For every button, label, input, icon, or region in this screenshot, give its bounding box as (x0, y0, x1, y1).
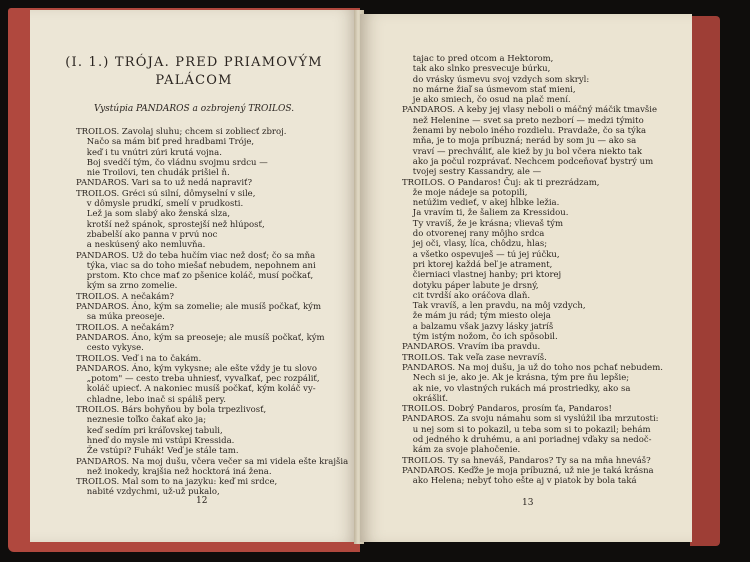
text-line: nie Troilovi, ten chudák prišiel ň. (76, 168, 230, 179)
text-line: ženami by nebolo iného rozdielu. Pravdaže, čo sa týka (402, 126, 647, 137)
text-line: koláč upiecť. A nakoniec musíš počkať, kým koláč vy- (76, 384, 316, 395)
text-line: PANDAROS. Vari sa to už nedá napraviť? (76, 178, 253, 189)
text-line: PANDAROS. Na moj dušu, včera večer sa mi videla ešte krajšia (76, 456, 349, 467)
page-number-right: 13 (522, 498, 534, 508)
text-line: PANDAROS. Áno, kým sa preoseje; ale musíš počkať, kým (76, 332, 325, 343)
text-line: TROILOS. Tak veľa zase nevravíš. (402, 352, 547, 363)
text-line: týka, viac sa do toho miešať nebudem, nepohnem ani (76, 260, 316, 271)
text-line: neznesie toľko čakať ako ja; (76, 415, 207, 426)
text-line: Že vstúpi? Fuhák! Veď je stále tam. (76, 446, 239, 457)
text-line: hneď do mysle mi vstúpi Kressida. (76, 435, 235, 446)
left-page-text (76, 127, 348, 498)
scene-heading (30, 54, 358, 90)
text-line: PANDAROS. Áno, kým vykysne; ale ešte vždy je tu slovo (76, 363, 317, 374)
text-line: PANDAROS. Áno, kým sa zomelie; ale musíš počkať, kým (76, 302, 322, 313)
text-line: ako Helena; nebyť toho ešte aj v piatok by bola taká (402, 476, 637, 487)
text-line: než inokedy, krajšia než hocktorá iná žena. (76, 466, 272, 477)
text-line: Nech si je, ako je. Ak je krásna, tým pre ňu lepšie; (402, 373, 630, 384)
text-line: cesto vykyse. (76, 343, 144, 354)
text-line: PANDAROS. Vravím iba pravdu. (402, 342, 541, 353)
text-line: mňa, je to moja príbuzná; nerád by som ju — ako sa (402, 136, 637, 147)
text-line: chladne, lebo inač si spáliš pery. (76, 394, 226, 405)
text-line: a všetko ospevuješ — tú jej rúčku, (402, 249, 560, 260)
text-line: že moje nádeje sa potopili, (402, 187, 528, 198)
text-line: nabité vzdychmi, už-už pukalo, (76, 487, 220, 498)
text-line: Ja vravím ti, že šaliem za Kressidou. (402, 208, 569, 219)
text-line: TROILOS. O Pandaros! Čuj: ak ti prezrádzam, (402, 177, 600, 188)
scene-heading-line-1: (I. 1.) TRÓJA. PRED PRIAMOVÝM (65, 55, 323, 70)
text-line: prstom. Kto chce mať zo pšenice koláč, musí počkať, (76, 271, 314, 282)
text-line: krotší než spánok, sprostejší než hlúposť, (76, 219, 265, 230)
text-line: keď sedím pri kráľovskej tabuli, (76, 425, 223, 436)
text-line: PANDAROS. A keby jej vlasy neboli o máčný máčik tmavšie (402, 105, 657, 116)
text-line: tak ako slnko presvecuje búrku, (402, 64, 551, 75)
text-line: Načo sa mám biť pred hradbami Tróje, (76, 137, 255, 148)
text-line: TROILOS. Bárs bohyňou by bola trpezlivosť, (76, 405, 267, 416)
text-line: Boj svedčí tým, čo vládnu svojmu srdcu — (76, 157, 268, 168)
text-line: pri ktorej každá beľ je atrament, (402, 259, 553, 270)
text-line: vraví — prechváliť, ale kiež by ju bol včera niekto tak (402, 146, 643, 157)
text-line: do otvorenej rany môjho srdca (402, 229, 545, 240)
text-line: od jedného k druhému, a ani poriadnej vďaky sa nedoč- (402, 434, 652, 445)
text-line: TROILOS. Dobrý Pandaros, prosím ťa, Pandaros! (402, 404, 612, 415)
stage-direction: Vystúpia PANDAROS a ozbrojený TROILOS. (93, 104, 295, 114)
text-line: TROILOS. A nečakám? (76, 291, 174, 302)
text-line: zbabelší ako panna v prvú noc (76, 229, 218, 240)
text-line: TROILOS. Zavolaj sluhu; chcem si zobliecť zbroj. (76, 127, 287, 137)
right-page-text (402, 54, 663, 486)
text-line: ak nie, vo vlastných rukách má prostriedky, ako sa (402, 383, 631, 394)
text-line: keď i tu vnútri zúri krutá vojna. (76, 147, 222, 158)
text-line: a balzamu však jazvy lásky jatríš (402, 321, 554, 332)
text-line: PANDAROS. Za svoju námahu som si vyslúžil iba mrzutosti: (402, 414, 659, 425)
text-line: a neskúsený ako nemluvňa. (76, 240, 206, 251)
text-line: TROILOS. Veď i na to čakám. (76, 353, 202, 364)
text-line: no márne žiaľ sa úsmevom stať mieni, (402, 84, 576, 95)
text-line: tvojej sestry Kassandry, ale — (402, 167, 542, 178)
text-line: Ty vravíš, že je krásna; vlievaš tým (402, 218, 564, 229)
text-line: kám za svoje plahočenie. (402, 445, 521, 456)
text-line: Lež ja som slabý ako ženská slza, (76, 209, 231, 220)
text-line: u nej som si to pokazil, u teba som si to pokazil; behám (402, 424, 651, 435)
text-line: „potom" — cesto treba uhniesť, vyvaľkať, pec rozpáliť, (76, 374, 320, 385)
text-line: je ako smiech, čo osud na plač mení. (402, 95, 571, 106)
left-page (30, 10, 358, 542)
text-line: ako ja počul rozprávať. Nechcem podceňovať bystrý um (402, 156, 654, 167)
text-line: TROILOS. Gréci sú silní, dômyselní v sile, (76, 188, 256, 199)
book-cover-right (690, 16, 720, 546)
text-line: jej oči, vlasy, líca, chôdzu, hlas; (402, 239, 548, 250)
text-line: netúžim vedieť, v akej hĺbke ležia. (402, 198, 560, 209)
text-line: tajac to pred otcom a Hektorom, (402, 54, 554, 64)
text-line: tým istým nožom, čo ich spôsobil. (402, 332, 558, 343)
text-line: čierniaci vlastnej hanby; pri ktorej (402, 270, 562, 281)
text-line: cit tvrdší ako oráčova dlaň. (402, 290, 531, 301)
text-line: TROILOS. Mal som to na jazyku: keď mi srdce, (76, 477, 278, 488)
text-line: PANDAROS. Keďže je moja príbuzná, už nie je taká krásna (402, 465, 654, 476)
text-line: dotyku páper labute je drsný, (402, 280, 539, 291)
text-line: v dômysle prudkí, smelí v prudkosti. (76, 199, 244, 210)
text-line: sa múka preoseje. (76, 312, 165, 323)
text-line: okrášliť. (402, 393, 449, 404)
text-line: do vrásky úsmevu svoj vzdych som skryl: (402, 74, 590, 85)
text-line: kým sa zrno zomelie. (76, 281, 178, 292)
text-line: TROILOS. Ty sa hneváš, Pandaros? Ty sa na mňa hneváš? (402, 455, 651, 466)
text-line: TROILOS. A nečakám? (76, 322, 174, 333)
scene-heading-line-2: PALÁCOM (155, 73, 233, 88)
text-line: že mám ju rád; tým miesto oleja (402, 311, 551, 322)
text-line: než Helenine — svet sa preto nezborí — medzi týmito (402, 115, 644, 126)
page-number-left: 12 (196, 496, 208, 506)
text-line: PANDAROS. Na moj dušu, ja už do toho nos pchať nebudem. (402, 362, 663, 373)
right-page (360, 14, 692, 542)
text-line: Tak vravíš, a len pravdu, na môj vzdych, (402, 301, 586, 312)
text-line: PANDAROS. Už do teba hučím viac než dosť; čo sa mňa (76, 250, 316, 261)
